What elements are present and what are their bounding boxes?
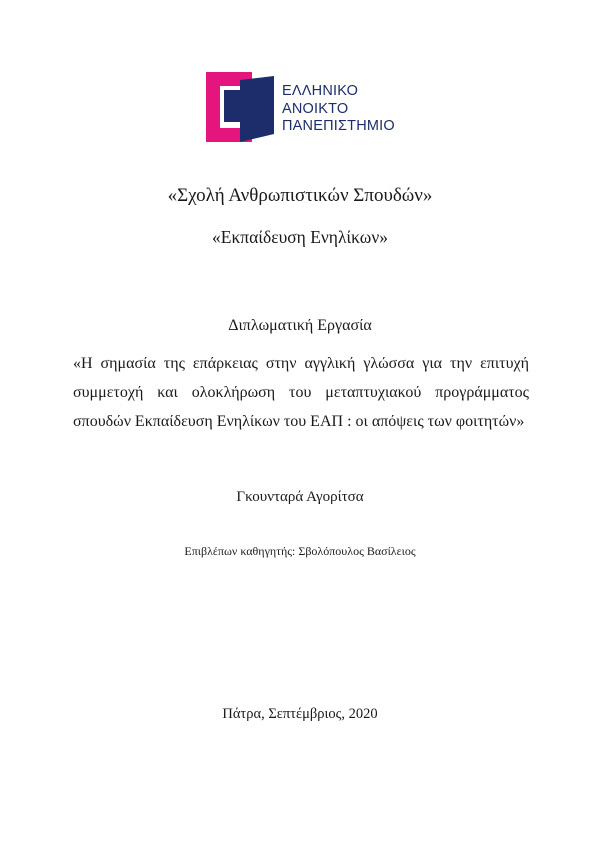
thesis-title: «Η σημασία της επάρκειας στην αγγλική γλώσσα για την επιτυχή συμμετοχή και ολοκλήρωση του μεταπτυχιακού προγράμματος σπουδών Εκπαίδευση Ενηλίκων του ΕΑΠ : οι απόψεις των φοιτητών» <box>73 355 529 430</box>
faculty-name: «Σχολή Ανθρωπιστικών Σπουδών» <box>167 185 433 206</box>
logo-line-1: ΕΛΛΗΝΙΚΟ <box>282 83 359 99</box>
university-logo <box>206 72 406 146</box>
university-logo-mark-icon <box>206 72 274 142</box>
university-logo-wordmark <box>282 83 395 136</box>
author-name: Γκουνταρά Αγορίτσα <box>236 489 364 505</box>
programme-name: «Εκπαίδευση Ενηλίκων» <box>212 227 388 247</box>
logo-line-2: ΑΝΟΙΚΤΟ <box>282 100 349 117</box>
logo-line-3: ΠΑΝΕΠΙΣΤΗΜΙΟ <box>282 118 395 134</box>
supervisor-line: Επιβλέπων καθηγητής: Σβολόπουλος Βασίλειος <box>184 544 416 558</box>
document-type: Διπλωματική Εργασία <box>228 317 372 334</box>
place-and-date: Πάτρα, Σεπτέμβριος, 2020 <box>222 706 378 722</box>
